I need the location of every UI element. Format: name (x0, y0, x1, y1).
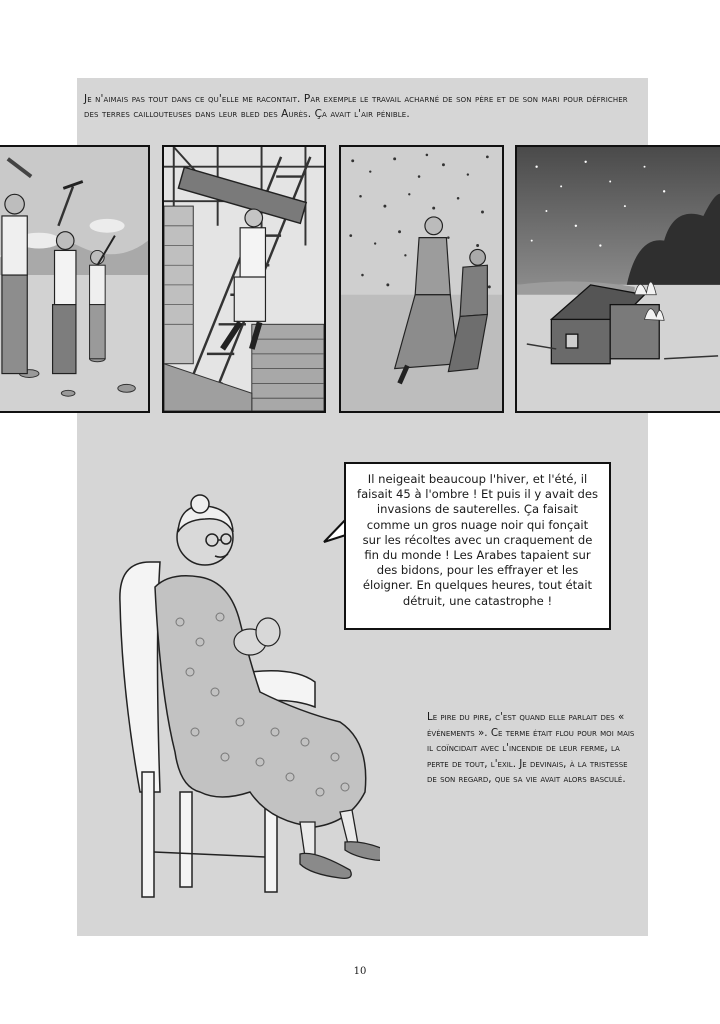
page-number: 10 (353, 966, 367, 977)
man-on-ladder-illustration (164, 147, 324, 411)
caption-top: Je n'aimais pas tout dans ce qu'elle me racontait. Par exemple le travail acharné de son père et de son mari pour défricher des terres caillouteuses dans leur bled des Aurès. Ça avait l'air pénible. (84, 93, 628, 120)
caption-bottom: Le pire du pire, c'est quand elle parlait des « événements ». Ce terme était flou pour moi mais il coïncidait avec l'incendie de leur ferme, la perte de tout, l'exil. Je devinais, à la tristesse de son regard, que sa vie avait alors basculé. (427, 711, 635, 786)
panel-clearing-land (0, 145, 150, 413)
grandmother-in-armchair-illustration (100, 492, 380, 902)
men-with-pickaxes-illustration (0, 147, 148, 411)
panel-locust-swarm (339, 145, 504, 413)
locust-swarm-illustration (341, 147, 502, 411)
burning-farmhouse-illustration (517, 147, 720, 411)
panel-farm-burning (515, 145, 720, 413)
speech-bubble: Il neigeait beaucoup l'hiver, et l'été, il faisait 45 à l'ombre ! Et puis il y avait des invasions de sauterelles. Ça faisait comme un gros nuage noir qui fonçait sur les récoltes avec un craquement de fin du monde ! Les Arabes tapaient sur des bidons, pour les effrayer et les éloigner. En quelques heures, tout était détruit, une catastrophe ! (344, 462, 611, 630)
panel-building-house (162, 145, 326, 413)
